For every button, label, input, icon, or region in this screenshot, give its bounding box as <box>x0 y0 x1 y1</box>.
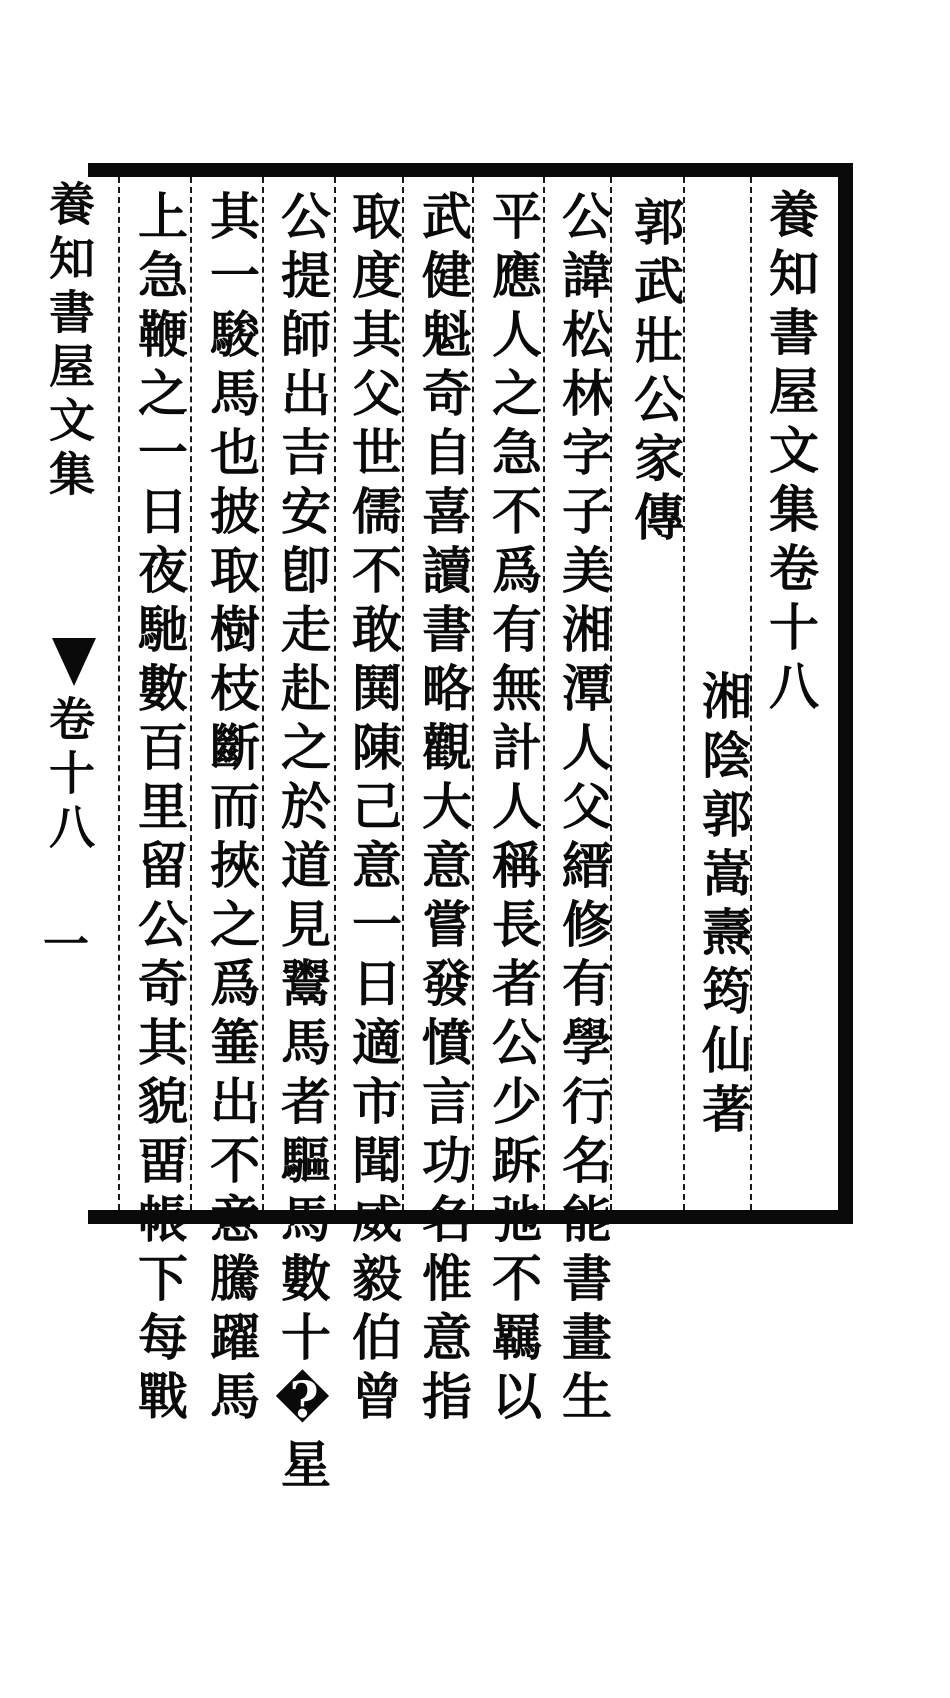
margin-title: 養知書屋文集 <box>42 180 96 504</box>
author-line: 湘陰郭嵩燾筠仙著 <box>694 670 753 1142</box>
text-column-1: 公諱松林字子美湘潭人父縉修有學行名能書畫生 <box>554 190 613 1429</box>
text-column-3: 武健魁奇自喜讀書略觀大意嘗發憤言功名惟意指 <box>414 190 473 1429</box>
text-column-4: 取度其父世儒不敢鬨陳己意一日適市聞威毅伯曾 <box>344 190 403 1429</box>
book-title: 養知書屋文集卷十八 <box>761 188 820 719</box>
margin-header <box>36 180 102 1215</box>
fishtail-mark-icon <box>52 638 96 686</box>
text-column-2: 平應人之急不爲有無計人稱長者公少跅弛不羈以 <box>484 190 543 1429</box>
text-column-5: 公提師出吉安卽走赴之於道見鬻馬者驅馬數十�星 <box>273 190 332 1497</box>
text-column-6: 其一駿馬也披取樹枝斷而挾之爲箠出不意騰躍馬 <box>202 190 261 1429</box>
margin-volume: 卷十八 <box>42 695 96 857</box>
article-heading: 郭武壯公家傳 <box>626 196 685 550</box>
text-column-7: 上急鞭之一日夜馳數百里留公奇其貌畱帳下每戰 <box>130 190 189 1429</box>
page-number: 一 <box>36 920 90 966</box>
frame-top-border <box>88 163 853 177</box>
frame-right-border <box>838 163 853 1224</box>
column-rule <box>118 177 120 1210</box>
